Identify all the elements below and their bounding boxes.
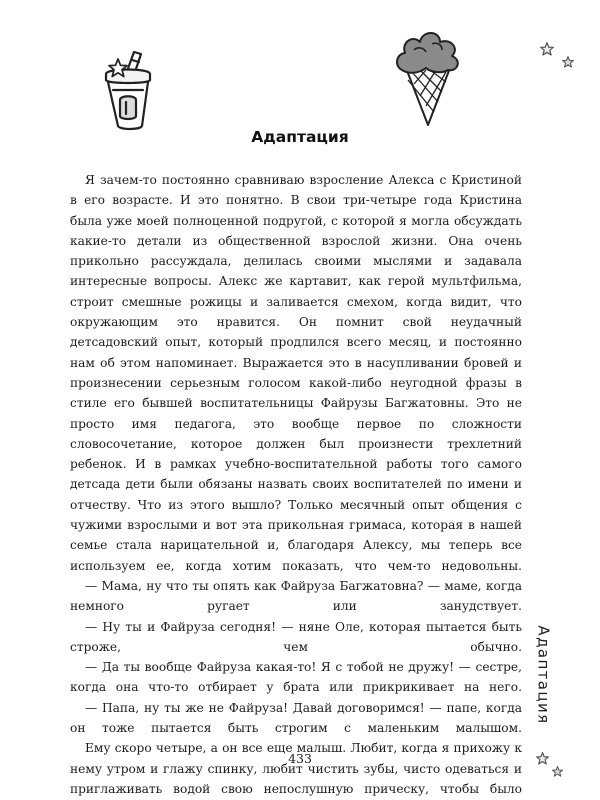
side-chapter-tab	[532, 607, 556, 743]
dialogue-line: — Да ты вообще Файруза какая-то! Я с тобой не дружу! — сестре, когда она что-то отбирает у брата или прикрикивает на него.	[70, 660, 522, 695]
paragraph: Ему скоро четыре, а он все еще малыш. Любит, когда я прихожу к нему утром и глажу спинку, любит чистить зубы, чисто одеваться и приглаживать водой свою непослушную прическу, чтобы было	[70, 741, 522, 796]
paragraph: Я зачем-то постоянно сравниваю взросление Алекса с Кристиной в его возрасте. И это понятно. В свои три-четыре года Кристина была уже моей полноценной подругой, с которой я могла обсуждать какие-то детали из общественной взрослой жизни. Она очень прикольно рассуждала, делилась своими мыслями и задавала интересные вопросы. Алекс же картавит, как герой мультфильма, строит смешные рожицы и заливается смехом, когда видит, что окружающим это нравится. Он помнит свой неудачный детсадовский опыт, который продлился всего месяц, и постоянно нам об этом напоминает. Выражается это в насупливании бровей и произнесении серьезным голосом какой-либо неугодной фразы в стиле его бывшей воспитательницы Файрузы Багжатовны. Это не просто имя педагога, это вообще первое по сложности словосочетание, которое должен был произнести трехлетний ребенок. И в рамках учебно-воспитательной работы того самого детсада дети были обязаны назвать своих воспитателей по имени и отчеству. Что из этого вышло? Только месячный опыт общения с чужими взрослыми и вот эта прикольная гримаса, которая в нашей семье стала нарицательной и, благодаря Алексу, мы теперь все используем ее, когда хотим показать, что чем-то недовольны.	[70, 173, 522, 573]
dialogue-line: — Мама, ну что ты опять как Файруза Багжатовна? — маме, когда немного ругает или занудствует.	[70, 578, 522, 614]
dialogue-line: — Ну ты и Файруза сегодня! — няне Оле, которая пытается быть строже, чем обычно.	[70, 619, 522, 654]
side-chapter-label: Адаптация	[535, 625, 553, 725]
star-icon	[540, 42, 554, 56]
body-text	[70, 170, 522, 799]
star-icon	[562, 56, 574, 68]
page-number: 433	[288, 751, 312, 766]
star-icon	[552, 766, 563, 777]
ice-cream-icon	[390, 26, 466, 128]
dialogue-line: — Папа, ну ты же не Файруза! Давай договоримся! — папе, когда он тоже пытается быть строгим с маленьким малышом.	[70, 700, 522, 736]
soda-cup-icon	[96, 50, 160, 132]
chapter-heading: Адаптация	[251, 128, 349, 146]
star-icon	[108, 58, 128, 78]
